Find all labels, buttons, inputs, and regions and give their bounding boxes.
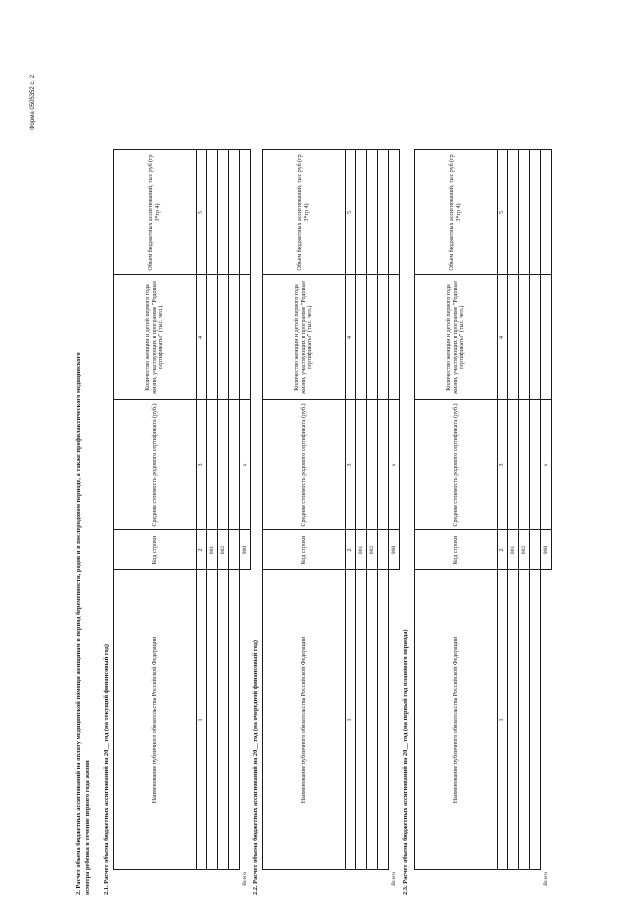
col-number: 2 bbox=[346, 530, 356, 570]
total-label: Всего bbox=[241, 872, 248, 886]
cell-volume[interactable] bbox=[229, 150, 240, 275]
table-row bbox=[530, 150, 541, 895]
col-header-name: Наименование публичного обязательства Российской Федерации bbox=[263, 570, 346, 870]
col-number: 1 bbox=[346, 570, 356, 870]
total-row bbox=[541, 150, 552, 895]
table-row bbox=[229, 150, 240, 895]
cell-count[interactable] bbox=[218, 275, 229, 400]
table-header-row bbox=[415, 150, 498, 895]
col-header-avg-cost: Средняя стоимость родового сертификата (руб.) bbox=[415, 400, 498, 530]
total-volume[interactable] bbox=[541, 150, 552, 275]
col-header-code: Код строки bbox=[263, 530, 346, 570]
cell-code: 002 bbox=[218, 530, 229, 570]
cell-name[interactable] bbox=[367, 570, 378, 870]
cell-code: 002 bbox=[519, 530, 530, 570]
cell-count[interactable] bbox=[229, 275, 240, 400]
cell-name[interactable] bbox=[519, 570, 530, 870]
cell-avg-cost[interactable] bbox=[207, 400, 218, 530]
section-title: 2.2. Расчет объема бюджетных ассигнований на 20__ год (на очередной финансовый год) bbox=[252, 639, 259, 895]
col-header-avg-cost: Средняя стоимость родового сертификата (руб.) bbox=[263, 400, 346, 530]
cell-code bbox=[378, 530, 389, 570]
total-label: Всего bbox=[542, 872, 549, 886]
total-avg-cost: x bbox=[240, 400, 251, 530]
cell-name[interactable] bbox=[356, 570, 367, 870]
col-number: 5 bbox=[197, 150, 207, 275]
table-row bbox=[378, 150, 389, 895]
cell-name[interactable] bbox=[508, 570, 519, 870]
total-avg-cost: x bbox=[541, 400, 552, 530]
section-2-title-line1: 2. Расчет объема бюджетных ассигнований на оплату медицинской помощи женщинам в период беременности, родов и в послеродовом периоде, а также профилактического медицинского bbox=[75, 352, 82, 895]
cell-volume[interactable] bbox=[508, 150, 519, 275]
budget-table-2-1 bbox=[113, 150, 251, 896]
col-header-name: Наименование публичного обязательства Российской Федерации bbox=[114, 570, 197, 870]
column-number-row bbox=[197, 150, 207, 895]
col-header-code: Код строки bbox=[114, 530, 197, 570]
cell-count[interactable] bbox=[530, 275, 541, 400]
col-number: 1 bbox=[498, 570, 508, 870]
table-row bbox=[508, 150, 519, 895]
col-number: 2 bbox=[197, 530, 207, 570]
col-header-count: Количество женщин и детей первого года жизни, участвующих в программе "Родовые сертификаты" (тыс. чел.) bbox=[263, 275, 346, 400]
table-header-row bbox=[263, 150, 346, 895]
cell-name[interactable] bbox=[530, 570, 541, 870]
cell-code bbox=[530, 530, 541, 570]
col-header-count: Количество женщин и детей первого года жизни, участвующих в программе "Родовые сертификаты" (тыс. чел.) bbox=[415, 275, 498, 400]
cell-volume[interactable] bbox=[207, 150, 218, 275]
cell-count[interactable] bbox=[508, 275, 519, 400]
col-header-count: Количество женщин и детей первого года жизни, участвующих в программе "Родовые сертификаты" (тыс. чел.) bbox=[114, 275, 197, 400]
section-title: 2.1. Расчет объема бюджетных ассигнований на 20__ год (на текущий финансовый год) bbox=[103, 644, 110, 895]
total-volume[interactable] bbox=[389, 150, 400, 275]
cell-avg-cost[interactable] bbox=[218, 400, 229, 530]
cell-avg-cost[interactable] bbox=[229, 400, 240, 530]
total-count[interactable] bbox=[541, 275, 552, 400]
col-header-volume: Объем бюджетных ассигнований, тыс руб (гр 3*гр 4) bbox=[114, 150, 197, 275]
total-volume[interactable] bbox=[240, 150, 251, 275]
total-code: 900 bbox=[389, 530, 400, 570]
cell-name[interactable] bbox=[229, 570, 240, 870]
total-code: 900 bbox=[240, 530, 251, 570]
col-header-volume: Объем бюджетных ассигнований, тыс руб (гр 3*гр 4) bbox=[263, 150, 346, 275]
cell-avg-cost[interactable] bbox=[367, 400, 378, 530]
cell-volume[interactable] bbox=[378, 150, 389, 275]
table-row bbox=[367, 150, 378, 895]
col-header-volume: Объем бюджетных ассигнований, тыс руб (гр 3*гр 4) bbox=[415, 150, 498, 275]
cell-volume[interactable] bbox=[530, 150, 541, 275]
cell-count[interactable] bbox=[207, 275, 218, 400]
col-number: 1 bbox=[197, 570, 207, 870]
budget-table-2-3 bbox=[414, 150, 552, 896]
col-number: 4 bbox=[197, 275, 207, 400]
section-2-title-line2: осмотра ребенка в течение первого года жизни bbox=[84, 760, 91, 895]
cell-avg-cost[interactable] bbox=[530, 400, 541, 530]
col-header-name: Наименование публичного обязательства Российской Федерации bbox=[415, 570, 498, 870]
cell-avg-cost[interactable] bbox=[508, 400, 519, 530]
cell-code: 001 bbox=[508, 530, 519, 570]
cell-name[interactable] bbox=[218, 570, 229, 870]
col-number: 4 bbox=[346, 275, 356, 400]
col-number: 2 bbox=[498, 530, 508, 570]
col-number: 3 bbox=[346, 400, 356, 530]
total-row bbox=[389, 150, 400, 895]
table-row bbox=[519, 150, 530, 895]
total-count[interactable] bbox=[389, 275, 400, 400]
column-number-row bbox=[346, 150, 356, 895]
col-header-avg-cost: Средняя стоимость родового сертификата (руб.) bbox=[114, 400, 197, 530]
cell-name[interactable] bbox=[378, 570, 389, 870]
table-row bbox=[207, 150, 218, 895]
cell-volume[interactable] bbox=[519, 150, 530, 275]
table-header-row bbox=[114, 150, 197, 895]
cell-avg-cost[interactable] bbox=[519, 400, 530, 530]
cell-avg-cost[interactable] bbox=[378, 400, 389, 530]
cell-count[interactable] bbox=[378, 275, 389, 400]
col-number: 4 bbox=[498, 275, 508, 400]
total-avg-cost: x bbox=[389, 400, 400, 530]
cell-volume[interactable] bbox=[356, 150, 367, 275]
cell-code: 001 bbox=[207, 530, 218, 570]
total-code: 900 bbox=[541, 530, 552, 570]
col-number: 5 bbox=[346, 150, 356, 275]
col-header-code: Код строки bbox=[415, 530, 498, 570]
col-number: 3 bbox=[498, 400, 508, 530]
cell-count[interactable] bbox=[519, 275, 530, 400]
cell-name[interactable] bbox=[207, 570, 218, 870]
column-number-row bbox=[498, 150, 508, 895]
cell-code bbox=[229, 530, 240, 570]
cell-code: 001 bbox=[356, 530, 367, 570]
total-label: Всего bbox=[390, 872, 397, 886]
table-row bbox=[218, 150, 229, 895]
col-number: 3 bbox=[197, 400, 207, 530]
col-number: 5 bbox=[498, 150, 508, 275]
table-row bbox=[356, 150, 367, 895]
total-count[interactable] bbox=[240, 275, 251, 400]
cell-count[interactable] bbox=[356, 275, 367, 400]
cell-volume[interactable] bbox=[367, 150, 378, 275]
budget-table-2-2 bbox=[262, 150, 400, 896]
section-title: 2.3. Расчет объема бюджетных ассигнований на 20__ год (на первый год планового периода) bbox=[402, 629, 409, 895]
form-code: Форма 0505352 с. 2 bbox=[30, 74, 36, 130]
cell-code: 002 bbox=[367, 530, 378, 570]
total-row bbox=[240, 150, 251, 895]
cell-volume[interactable] bbox=[218, 150, 229, 275]
cell-avg-cost[interactable] bbox=[356, 400, 367, 530]
cell-count[interactable] bbox=[367, 275, 378, 400]
